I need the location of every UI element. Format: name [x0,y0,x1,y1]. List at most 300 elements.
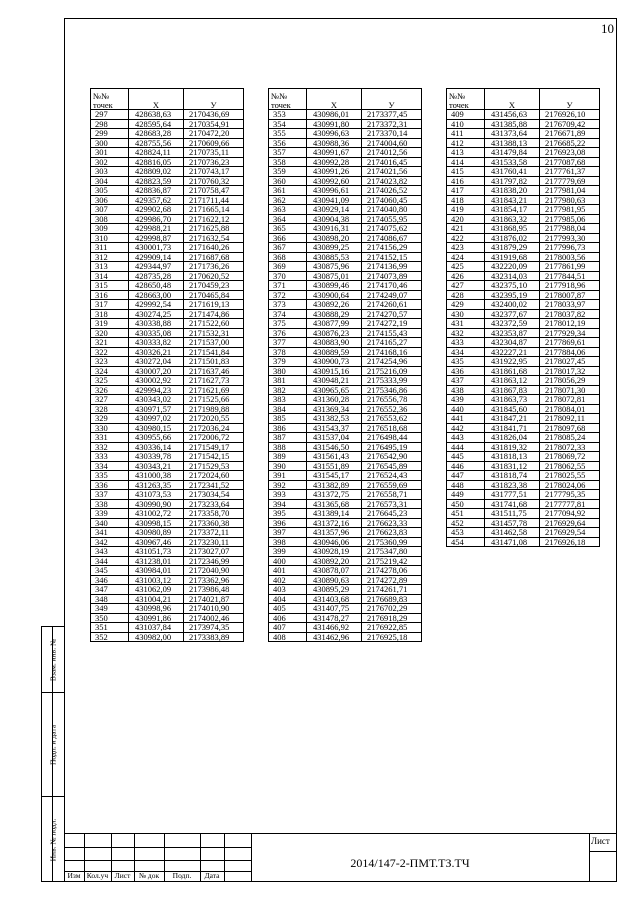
point-number-cell: 441 [447,414,485,424]
table-row [447,167,600,177]
x-cell: 431037,84 [129,623,184,633]
point-number-cell: 369 [269,262,307,272]
table-row [447,452,600,462]
x-cell: 430991,26 [307,167,362,177]
y-cell: 2171529,53 [184,461,244,471]
x-cell: 430980,15 [129,423,184,433]
y-cell: 2178012,19 [540,319,600,329]
tb-col-podp: Подп. [172,871,192,880]
point-number-cell: 421 [447,224,485,234]
x-cell: 431861,68 [485,366,540,376]
y-cell: 2173377,45 [362,110,422,120]
x-cell: 430929,14 [307,205,362,215]
y-cell: 2173986,48 [184,585,244,595]
point-number-cell: 322 [91,347,129,357]
point-number-cell: 308 [91,214,129,224]
y-cell: 2171711,44 [184,195,244,205]
x-cell: 430888,29 [307,309,362,319]
y-cell: 2177996,73 [540,243,600,253]
point-number-cell: 343 [91,547,129,557]
point-number-cell: 313 [91,262,129,272]
x-cell: 430885,53 [307,252,362,262]
y-header: У [540,89,600,110]
table-row [91,452,244,462]
x-cell: 428824,11 [129,148,184,158]
point-number-cell: 336 [91,480,129,490]
y-cell: 2178017,32 [540,366,600,376]
y-cell: 2177844,51 [540,271,600,281]
point-number-cell: 447 [447,471,485,481]
x-cell: 431847,21 [485,414,540,424]
x-cell: 428823,59 [129,176,184,186]
point-number-cell: 383 [269,395,307,405]
x-cell: 432227,21 [485,347,540,357]
point-number-header [91,89,129,110]
table-row [269,243,422,253]
table-header-row [269,89,422,110]
x-cell: 431357,96 [307,528,362,538]
table-row [447,110,600,120]
table-row [269,186,422,196]
point-number-cell: 352 [91,632,129,642]
point-number-cell: 419 [447,205,485,215]
x-cell: 430965,65 [307,385,362,395]
y-cell: 2174156,29 [362,243,422,253]
x-cell: 431372,16 [307,518,362,528]
y-cell: 2178072,33 [540,442,600,452]
y-cell: 2174023,82 [362,176,422,186]
y-cell: 2172020,55 [184,414,244,424]
point-number-cell: 300 [91,138,129,148]
x-cell: 430955,66 [129,433,184,443]
x-cell: 431457,78 [485,518,540,528]
x-cell: 431838,20 [485,186,540,196]
tb-col-list: Лист [114,871,131,880]
point-number-cell: 340 [91,518,129,528]
stamp-cell-inv-podl [42,797,64,883]
x-cell: 430948,21 [307,376,362,386]
y-cell: 2170472,20 [184,129,244,139]
x-cell: 430988,36 [307,138,362,148]
y-cell: 2176709,42 [540,119,600,129]
y-cell: 2172024,60 [184,471,244,481]
point-number-cell: 312 [91,252,129,262]
tb-col-izm: Изм [67,871,81,880]
point-number-cell: 360 [269,176,307,186]
point-number-cell: 344 [91,556,129,566]
y-cell: 2171640,26 [184,243,244,253]
point-number-cell: 430 [447,309,485,319]
x-cell: 430899,25 [307,243,362,253]
x-cell: 430890,63 [307,575,362,585]
x-cell: 430272,04 [129,357,184,367]
y-cell: 2172346,99 [184,556,244,566]
point-number-cell: 324 [91,366,129,376]
x-cell: 430900,64 [307,290,362,300]
y-cell: 2170620,52 [184,271,244,281]
point-number-cell: 325 [91,376,129,386]
point-number-cell: 410 [447,119,485,129]
y-cell: 2171637,46 [184,366,244,376]
table-row [91,585,244,595]
x-cell: 432400,02 [485,300,540,310]
y-cell: 2171522,60 [184,319,244,329]
y-cell: 2176918,29 [362,613,422,623]
point-number-cell: 425 [447,262,485,272]
y-cell: 2178085,24 [540,433,600,443]
table-row [91,300,244,310]
table-row [269,148,422,158]
x-cell: 431841,71 [485,423,540,433]
x-cell: 431479,84 [485,148,540,158]
y-cell: 2177980,63 [540,195,600,205]
y-cell: 2177985,06 [540,214,600,224]
point-number-cell: 347 [91,585,129,595]
x-cell: 431002,72 [129,509,184,519]
y-cell: 2178097,68 [540,423,600,433]
point-number-cell: 367 [269,243,307,253]
y-cell: 2175346,86 [362,385,422,395]
y-cell: 2178024,06 [540,480,600,490]
x-cell: 430971,57 [129,404,184,414]
point-number-header-line2: точек [93,99,113,110]
point-number-cell: 420 [447,214,485,224]
point-number-cell: 427 [447,281,485,291]
y-cell: 2176524,43 [362,471,422,481]
y-cell: 2177988,04 [540,224,600,234]
y-cell: 2174270,57 [362,309,422,319]
y-cell: 2176552,36 [362,404,422,414]
y-cell: 2174021,56 [362,167,422,177]
y-cell: 2174170,46 [362,281,422,291]
table-row [91,243,244,253]
point-number-cell: 304 [91,176,129,186]
x-cell: 431365,68 [307,499,362,509]
x-cell: 431388,13 [485,138,540,148]
x-cell: 430991,80 [307,119,362,129]
point-number-cell: 433 [447,338,485,348]
point-number-header-line2: точек [271,99,291,110]
x-cell: 431462,58 [485,528,540,538]
x-cell: 430339,78 [129,452,184,462]
point-number-cell: 317 [91,300,129,310]
x-cell: 431867,83 [485,385,540,395]
y-cell: 2178084,01 [540,404,600,414]
point-number-cell: 390 [269,461,307,471]
table-row [269,585,422,595]
point-number-cell: 301 [91,148,129,158]
point-number-cell: 366 [269,233,307,243]
y-cell: 2171687,68 [184,252,244,262]
point-number-header-line2: точек [449,99,469,110]
x-cell: 431823,38 [485,480,540,490]
y-cell: 2176623,83 [362,528,422,538]
x-cell: 430991,86 [129,613,184,623]
point-number-cell: 371 [269,281,307,291]
coordinates-table-2 [268,88,422,642]
x-cell: 430928,19 [307,547,362,557]
point-number-cell: 373 [269,300,307,310]
table-row [447,528,600,538]
table-row [91,414,244,424]
y-cell: 2176559,69 [362,480,422,490]
point-number-cell: 333 [91,452,129,462]
point-number-cell: 392 [269,480,307,490]
y-cell: 2178072,81 [540,395,600,405]
table-row [269,129,422,139]
point-number-cell: 450 [447,499,485,509]
point-number-cell: 452 [447,518,485,528]
y-cell: 2171619,13 [184,300,244,310]
point-number-cell: 345 [91,566,129,576]
point-number-cell: 404 [269,594,307,604]
table-row [91,528,244,538]
y-cell: 2171542,15 [184,452,244,462]
y-cell: 2172341,52 [184,480,244,490]
point-number-cell: 332 [91,442,129,452]
x-header: X [129,89,184,110]
y-cell: 2176929,64 [540,518,600,528]
table-row [91,632,244,642]
point-number-cell: 363 [269,205,307,215]
y-cell: 2174165,27 [362,338,422,348]
y-cell: 2177087,68 [540,157,600,167]
point-number-cell: 305 [91,186,129,196]
table-row [269,632,422,642]
table-row [269,319,422,329]
x-cell: 430980,89 [129,528,184,538]
y-cell: 2171989,88 [184,404,244,414]
x-cell: 431533,58 [485,157,540,167]
y-cell: 2176689,83 [362,594,422,604]
point-number-cell: 341 [91,528,129,538]
point-number-cell: 364 [269,214,307,224]
y-cell: 2173230,11 [184,537,244,547]
table-row [269,262,422,272]
table-row [91,205,244,215]
x-cell: 430984,01 [129,566,184,576]
y-cell: 2171621,69 [184,385,244,395]
x-cell: 430990,90 [129,499,184,509]
tb-col-kol-uch: Кол.уч [86,871,109,880]
x-cell: 432372,59 [485,319,540,329]
point-number-cell: 393 [269,490,307,500]
y-cell: 2175216,09 [362,366,422,376]
tb-line [224,834,225,882]
y-cell: 2177777,81 [540,499,600,509]
x-cell: 431382,53 [307,414,362,424]
y-cell: 2178033,97 [540,300,600,310]
x-cell: 431360,28 [307,395,362,405]
y-cell: 2174168,16 [362,347,422,357]
point-number-cell: 303 [91,167,129,177]
x-cell: 431382,89 [307,480,362,490]
x-cell: 430002,92 [129,376,184,386]
y-cell: 2174004,60 [362,138,422,148]
y-cell: 2170760,32 [184,176,244,186]
point-number-cell: 413 [447,148,485,158]
y-header: У [362,89,422,110]
point-number-cell: 320 [91,328,129,338]
point-number-cell: 394 [269,499,307,509]
y-cell: 2174073,89 [362,271,422,281]
point-number-cell: 422 [447,233,485,243]
point-number-cell: 395 [269,509,307,519]
y-cell: 2177779,69 [540,176,600,186]
point-number-cell: 449 [447,490,485,500]
table-row [447,148,600,158]
x-cell: 431462,96 [307,632,362,642]
y-cell: 2171532,31 [184,328,244,338]
table-row [91,148,244,158]
point-number-cell: 321 [91,338,129,348]
x-cell: 431466,92 [307,623,362,633]
y-cell: 2170735,11 [184,148,244,158]
point-number-cell: 406 [269,613,307,623]
x-cell: 428638,63 [129,110,184,120]
table-row [91,395,244,405]
table-row [269,471,422,481]
y-cell: 2173372,31 [362,119,422,129]
y-cell: 2176498,44 [362,433,422,443]
table-row [91,509,244,519]
point-number-cell: 342 [91,537,129,547]
x-cell: 430900,73 [307,357,362,367]
point-number-cell: 380 [269,366,307,376]
y-cell: 2170465,84 [184,290,244,300]
y-cell: 2171474,86 [184,309,244,319]
page-number: 10 [601,21,614,36]
y-cell: 2174055,95 [362,214,422,224]
y-cell: 2173370,14 [362,129,422,139]
table-row [447,537,600,547]
point-number-cell: 439 [447,395,485,405]
x-cell: 431863,73 [485,395,540,405]
point-number-cell: 361 [269,186,307,196]
y-cell: 2176645,23 [362,509,422,519]
x-cell: 431831,12 [485,461,540,471]
point-number-cell: 408 [269,632,307,642]
x-cell: 431389,14 [307,509,362,519]
left-stamp [41,626,64,882]
x-cell: 431777,51 [485,490,540,500]
x-cell: 431854,17 [485,205,540,215]
point-number-cell: 451 [447,509,485,519]
x-cell: 432377,67 [485,309,540,319]
coordinates-table-3 [446,88,600,547]
x-cell: 428735,28 [129,271,184,281]
point-number-cell: 453 [447,528,485,538]
table-row [91,186,244,196]
y-cell: 2174016,45 [362,157,422,167]
x-cell: 430898,20 [307,233,362,243]
y-cell: 2174026,52 [362,186,422,196]
x-cell: 428663,00 [129,290,184,300]
table-row [269,623,422,633]
point-number-header [269,89,307,110]
x-cell: 429357,62 [129,195,184,205]
point-number-cell: 314 [91,271,129,281]
x-cell: 430875,01 [307,271,362,281]
point-number-cell: 389 [269,452,307,462]
x-cell: 432395,19 [485,290,540,300]
x-cell: 431511,75 [485,509,540,519]
x-cell: 430998,96 [129,604,184,614]
table-row [91,623,244,633]
y-cell: 2172006,72 [184,433,244,443]
point-number-cell: 298 [91,119,129,129]
point-number-cell: 407 [269,623,307,633]
table-row [269,376,422,386]
stamp-cell-podp-data [42,693,64,797]
table-row [269,110,422,120]
point-number-cell: 428 [447,290,485,300]
y-cell: 2175333,99 [362,376,422,386]
y-cell: 2177993,30 [540,233,600,243]
x-cell: 430274,25 [129,309,184,319]
point-number-header-line1: №№ [449,91,466,101]
x-cell: 430899,46 [307,281,362,291]
x-cell: 430892,26 [307,300,362,310]
y-cell: 2174155,43 [362,328,422,338]
y-cell: 2171537,00 [184,338,244,348]
x-cell: 430997,02 [129,414,184,424]
table-row [447,300,600,310]
x-cell: 430876,23 [307,328,362,338]
table-row [269,205,422,215]
stamp-inv-zam-label: Взам. инв. № [48,638,58,681]
x-cell: 429902,68 [129,205,184,215]
point-number-cell: 382 [269,385,307,395]
table-header-row [91,89,244,110]
y-cell: 2178071,30 [540,385,600,395]
point-number-cell: 387 [269,433,307,443]
point-number-cell: 411 [447,129,485,139]
point-number-cell: 310 [91,233,129,243]
x-cell: 430336,14 [129,442,184,452]
y-cell: 2173233,64 [184,499,244,509]
table-row [269,338,422,348]
y-cell: 2176542,90 [362,452,422,462]
x-cell: 431051,73 [129,547,184,557]
x-cell: 431062,09 [129,585,184,595]
point-number-cell: 339 [91,509,129,519]
point-number-cell: 357 [269,148,307,158]
table-row [91,604,244,614]
table-row [447,281,600,291]
x-cell: 430338,88 [129,319,184,329]
x-cell: 432220,09 [485,262,540,272]
point-number-cell: 384 [269,404,307,414]
point-number-header-line1: №№ [93,91,110,101]
table-row [91,110,244,120]
table-row [447,509,600,519]
point-number-cell: 327 [91,395,129,405]
table-row [447,319,600,329]
point-number-cell: 438 [447,385,485,395]
x-cell: 430883,90 [307,338,362,348]
table-row [91,338,244,348]
point-number-cell: 436 [447,366,485,376]
table-row [91,376,244,386]
tb-col-data: Дата [204,871,220,880]
point-number-cell: 311 [91,243,129,253]
point-number-cell: 440 [447,404,485,414]
point-number-cell: 372 [269,290,307,300]
y-cell: 2172040,90 [184,566,244,576]
point-number-cell: 355 [269,129,307,139]
table-row [91,129,244,139]
